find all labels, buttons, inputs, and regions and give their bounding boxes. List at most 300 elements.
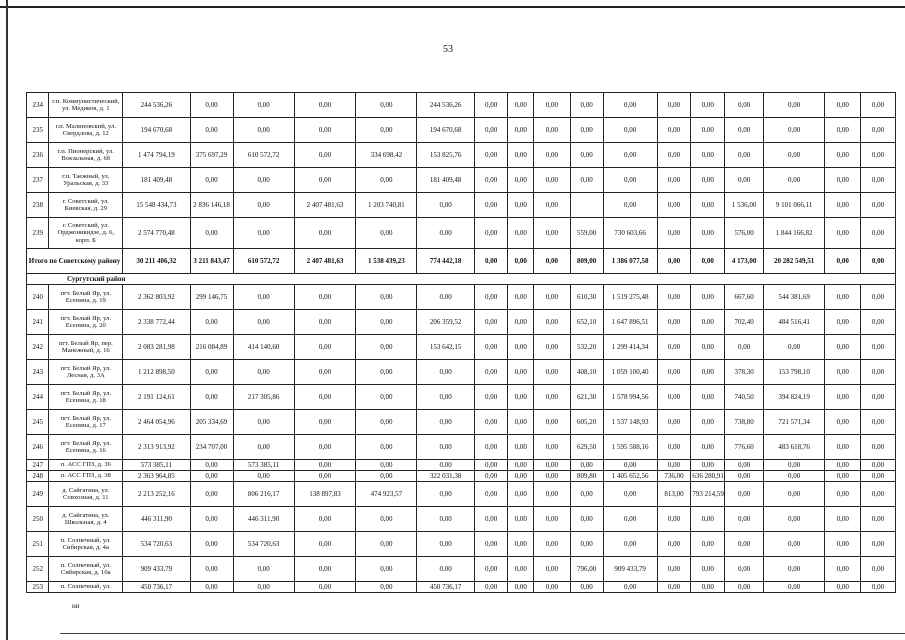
- cell: 0,00: [764, 93, 825, 118]
- cell: 0,00: [190, 482, 233, 507]
- cell: 483 618,76: [764, 435, 825, 460]
- cell: 740,50: [725, 385, 764, 410]
- cell: 2 464 054,96: [123, 410, 190, 435]
- address-cell: г.п. Таежный, ул. Уральская, д. 33: [49, 168, 123, 193]
- cell: 0,00: [356, 93, 417, 118]
- cell: 0,00: [474, 385, 508, 410]
- cell: 0,00: [356, 557, 417, 582]
- cell: 244 536,26: [417, 93, 474, 118]
- table-row: [27, 582, 896, 593]
- cell: 0,00: [294, 285, 355, 310]
- cell: 0,00: [508, 460, 534, 471]
- cell: 0,00: [691, 385, 725, 410]
- cell: 375 697,29: [190, 143, 233, 168]
- row-number: 249: [27, 482, 49, 507]
- cell: 217 305,86: [233, 385, 294, 410]
- cell: 0,00: [725, 557, 764, 582]
- cell: 153 642,15: [417, 335, 474, 360]
- cell: 2 836 146,18: [190, 193, 233, 218]
- cell: 0,00: [861, 385, 896, 410]
- row-number: 246: [27, 435, 49, 460]
- cell: 474 923,57: [356, 482, 417, 507]
- address-cell: пгт. Белый Яр, ул. Есенина, д. 17: [49, 410, 123, 435]
- cell: 0,00: [603, 507, 657, 532]
- cell: 0,00: [294, 93, 355, 118]
- cell: 544 381,69: [764, 285, 825, 310]
- row-number: 242: [27, 335, 49, 360]
- cell: 0,00: [190, 93, 233, 118]
- cell: 0,00: [570, 582, 603, 593]
- table-row: [27, 118, 896, 143]
- cell: 0,00: [508, 435, 534, 460]
- cell: 629,50: [570, 435, 603, 460]
- cell: 0,00: [508, 143, 534, 168]
- table-row: [27, 360, 896, 385]
- cell: 0,00: [657, 557, 691, 582]
- cell: 0,00: [417, 285, 474, 310]
- cell: 15 548 434,73: [123, 193, 190, 218]
- cell: 636 280,91: [692, 472, 724, 480]
- cell: 0,00: [417, 410, 474, 435]
- cell: 1 386 077,58: [603, 249, 657, 274]
- cell: 532,20: [570, 335, 603, 360]
- address-cell: пгт. Белый Яр, ул. Есенина, д. 20: [49, 310, 123, 335]
- cell: 610 572,72: [233, 249, 294, 274]
- cell: 0,00: [474, 143, 508, 168]
- cell: 0,00: [474, 285, 508, 310]
- cell: 0,00: [657, 118, 691, 143]
- cell: 0,00: [508, 582, 534, 593]
- cell: 0,00: [190, 385, 233, 410]
- cell: 0,00: [603, 168, 657, 193]
- cell: 0,00: [825, 93, 861, 118]
- cell: 0,00: [570, 93, 603, 118]
- cell: 0,00: [356, 385, 417, 410]
- cell: 806 216,17: [233, 482, 294, 507]
- cell: 0,00: [508, 218, 534, 249]
- cell: 0,00: [691, 410, 725, 435]
- cell: 484 516,41: [764, 310, 825, 335]
- cell: 0,00: [657, 249, 691, 274]
- cell: 0,00: [356, 285, 417, 310]
- row-number: 248: [27, 471, 49, 482]
- cell: 206 359,52: [417, 310, 474, 335]
- cell: 0,00: [657, 218, 691, 249]
- cell: 0,00: [474, 532, 508, 557]
- cell: 0,00: [764, 168, 825, 193]
- district-name: Сургутский район: [27, 274, 896, 285]
- cell: 0,00: [725, 118, 764, 143]
- cell: 2 574 770,48: [123, 218, 190, 249]
- cell: 0,00: [725, 93, 764, 118]
- cell: 0,00: [657, 385, 691, 410]
- cell: 809,00: [570, 249, 603, 274]
- cell: 0,00: [294, 410, 355, 435]
- address-cell: пгт. Белый Яр, ул. Есенина, д. 19: [49, 285, 123, 310]
- row-number: 240: [27, 285, 49, 310]
- cell: 776,60: [725, 435, 764, 460]
- address-cell: пгт. Белый Яр, ул. Есенина, д. 18: [49, 385, 123, 410]
- cell: 667,60: [725, 285, 764, 310]
- cell: 0,00: [861, 168, 896, 193]
- cell: 0,00: [657, 435, 691, 460]
- table-row: [27, 482, 896, 507]
- cell: 0,00: [534, 435, 571, 460]
- cell: 0,00: [861, 249, 896, 274]
- cell: 1 519 275,48: [603, 285, 657, 310]
- cell: 0,00: [474, 193, 508, 218]
- total-label: Итого по Советскому району: [27, 249, 123, 274]
- table-row: [27, 460, 896, 471]
- cell: 0,00: [294, 582, 355, 593]
- cell: 0,00: [691, 218, 725, 249]
- cell: 0,00: [474, 582, 508, 593]
- cell: 0,00: [825, 218, 861, 249]
- cell: 0,00: [570, 168, 603, 193]
- cell: 1 536,00: [725, 193, 764, 218]
- table-row: [27, 507, 896, 532]
- cell: 0,00: [861, 532, 896, 557]
- cell: 0,00: [508, 93, 534, 118]
- table-row: [27, 218, 896, 249]
- cell: 1 595 588,16: [603, 435, 657, 460]
- cell: 0,00: [825, 168, 861, 193]
- cell: 153 798,10: [764, 360, 825, 385]
- cell: 0,00: [294, 507, 355, 532]
- cell: 534 720,63: [233, 532, 294, 557]
- address-cell: п. Солнечный, ул.: [49, 582, 123, 593]
- cell: 0,00: [508, 285, 534, 310]
- cell: 573 385,11: [233, 460, 294, 471]
- cell: 730 603,66: [603, 218, 657, 249]
- address-cell: пгт. Белый Яр, ул. Есенина, д. 16: [49, 435, 123, 460]
- cell: 576,00: [725, 218, 764, 249]
- cell: 0,00: [570, 532, 603, 557]
- cell: 0,00: [356, 507, 417, 532]
- cell: 0,00: [417, 482, 474, 507]
- cell: 408,10: [570, 360, 603, 385]
- address-cell: п. АСС ГПЗ, д. 38: [49, 471, 123, 482]
- cell: 0,00: [657, 93, 691, 118]
- row-number: 235: [27, 118, 49, 143]
- cell: 334 698,42: [356, 143, 417, 168]
- cell: 0,00: [534, 285, 571, 310]
- cell: 216 084,89: [190, 335, 233, 360]
- cell: 322 031,38: [417, 471, 474, 482]
- row-number: 243: [27, 360, 49, 385]
- cell: 0,00: [861, 335, 896, 360]
- address-cell: пгт. Белый Яр, ул. Лесная, д. 3А: [49, 360, 123, 385]
- cell: 0,00: [861, 93, 896, 118]
- cell: 0,00: [356, 582, 417, 593]
- cell: 0,00: [657, 310, 691, 335]
- cell: 0,00: [534, 532, 571, 557]
- cell: 0,00: [570, 482, 603, 507]
- cell: 0,00: [657, 507, 691, 532]
- cell: 0,00: [725, 532, 764, 557]
- address-cell: пгт. Белый Яр, пер. Манежный, д. 16: [49, 335, 123, 360]
- cell: 153 825,76: [417, 143, 474, 168]
- cell: 9 101 066,11: [764, 193, 825, 218]
- cell: 446 311,90: [123, 507, 190, 532]
- row-number: 238: [27, 193, 49, 218]
- cell: 0,00: [764, 507, 825, 532]
- cell: 2 191 124,61: [123, 385, 190, 410]
- district-header-row: [27, 274, 896, 285]
- cell: 0,00: [190, 168, 233, 193]
- cell: 0,00: [657, 193, 691, 218]
- cell: 0,00: [825, 435, 861, 460]
- row-number: 251: [27, 532, 49, 557]
- cell: 0,00: [294, 460, 355, 471]
- cell: 0,00: [474, 482, 508, 507]
- address-cell: п. Солнечный, ул. Сибирская, д. 10а: [49, 557, 123, 582]
- cell: 0,00: [294, 360, 355, 385]
- row-number: 253: [27, 582, 49, 593]
- cell: 2 362 803,92: [123, 285, 190, 310]
- cell: 0,00: [474, 460, 508, 471]
- cell: 0,00: [190, 310, 233, 335]
- cell: 1 405 652,56: [603, 471, 657, 482]
- cell: 0,00: [825, 310, 861, 335]
- cell: 0,00: [534, 93, 571, 118]
- cell: 0,00: [691, 532, 725, 557]
- cell: 0,00: [570, 507, 603, 532]
- cell: 0,00: [691, 460, 725, 471]
- cell: 0,00: [861, 143, 896, 168]
- cell: 0,00: [691, 143, 725, 168]
- cell: 0,00: [474, 471, 508, 482]
- cell: 0,00: [534, 310, 571, 335]
- cell: 0,00: [861, 460, 896, 471]
- cell: 378,30: [725, 360, 764, 385]
- cell: 0,00: [508, 310, 534, 335]
- cell: 0,00: [356, 360, 417, 385]
- cell: 0,00: [474, 435, 508, 460]
- cell: 0,00: [294, 471, 355, 482]
- cell: 450 736,17: [123, 582, 190, 593]
- cell: 20 282 549,51: [764, 249, 825, 274]
- cell: 0,00: [691, 118, 725, 143]
- cell: 0,00: [417, 193, 474, 218]
- cell: 2 083 281,98: [123, 335, 190, 360]
- cell: 0,00: [356, 471, 417, 482]
- cell: 0,00: [417, 557, 474, 582]
- cell: 0,00: [691, 507, 725, 532]
- cell: 0,00: [356, 218, 417, 249]
- cell: 909 433,79: [603, 557, 657, 582]
- cell: 0,00: [764, 335, 825, 360]
- cell: 0,00: [861, 435, 896, 460]
- cell: 0,00: [603, 482, 657, 507]
- cell: 0,00: [417, 435, 474, 460]
- cell: 1 203 740,81: [356, 193, 417, 218]
- cell: 0,00: [861, 360, 896, 385]
- cell: 0,00: [508, 335, 534, 360]
- cell: 0,00: [725, 460, 764, 471]
- cell: 573 385,11: [123, 460, 190, 471]
- cell: 0,00: [190, 582, 233, 593]
- cell: 0,00: [691, 360, 725, 385]
- cell: 0,00: [417, 460, 474, 471]
- cell: 0,00: [294, 218, 355, 249]
- cell: 0,00: [190, 557, 233, 582]
- cell: 414 140,60: [233, 335, 294, 360]
- address-cell: г. Советский, ул. Киевская, д. 29: [49, 193, 123, 218]
- cell: 0,00: [190, 507, 233, 532]
- cell: 0,00: [764, 143, 825, 168]
- cell: 0,00: [764, 582, 825, 593]
- cell: 0,00: [190, 471, 233, 482]
- cell: 0,00: [725, 143, 764, 168]
- cell: 0,00: [657, 285, 691, 310]
- cell: 0,00: [233, 471, 294, 482]
- cell: 0,00: [474, 410, 508, 435]
- cell: 0,00: [233, 118, 294, 143]
- cell: 809,80: [570, 471, 603, 482]
- cell: 0,00: [825, 118, 861, 143]
- cell: 0,00: [825, 285, 861, 310]
- cell: 0,00: [534, 193, 571, 218]
- cell: 0,00: [294, 168, 355, 193]
- cell: 0,00: [190, 360, 233, 385]
- row-number: 239: [27, 218, 49, 249]
- cell: 0,00: [825, 360, 861, 385]
- cell: 0,00: [508, 385, 534, 410]
- cell: 0,00: [474, 360, 508, 385]
- cell: 1 844 166,82: [764, 218, 825, 249]
- cell: 0,00: [294, 385, 355, 410]
- cell: 0,00: [657, 582, 691, 593]
- rows-before: [27, 93, 896, 249]
- cell: 181 409,48: [417, 168, 474, 193]
- cell: 0,00: [825, 557, 861, 582]
- cell: 0,00: [508, 118, 534, 143]
- cell: 1 299 414,34: [603, 335, 657, 360]
- row-number: 244: [27, 385, 49, 410]
- cell: 0,00: [764, 482, 825, 507]
- row-number: 234: [27, 93, 49, 118]
- cell: 2 338 772,44: [123, 310, 190, 335]
- cell: 2 407 481,63: [294, 193, 355, 218]
- cell: 0,00: [233, 435, 294, 460]
- cell: 0,00: [861, 507, 896, 532]
- cell: 0,00: [657, 532, 691, 557]
- cell: 0,00: [294, 557, 355, 582]
- cell: 0,00: [508, 482, 534, 507]
- cell: 0,00: [603, 118, 657, 143]
- cell: 0,00: [861, 471, 896, 482]
- cell: 0,00: [534, 482, 571, 507]
- table-row: [27, 310, 896, 335]
- cell: 605,20: [570, 410, 603, 435]
- cell: 0,00: [603, 93, 657, 118]
- cell: 652,10: [570, 310, 603, 335]
- cell: 0,00: [825, 385, 861, 410]
- cell: 0,00: [825, 507, 861, 532]
- address-cell: г. Советский, ул. Орджоникидзе, д. 6, корп. Б: [49, 218, 123, 249]
- cell: 0,00: [417, 385, 474, 410]
- cell: 1 059 100,40: [603, 360, 657, 385]
- cell: 0,00: [233, 582, 294, 593]
- cell: 1 578 994,56: [603, 385, 657, 410]
- cell: 244 536,26: [123, 93, 190, 118]
- row-number: 237: [27, 168, 49, 193]
- cell: 0,00: [825, 582, 861, 593]
- cell: 736,00: [657, 471, 691, 482]
- cell: 0,00: [534, 385, 571, 410]
- row-number: 236: [27, 143, 49, 168]
- cell: 0,00: [861, 193, 896, 218]
- cell: 0,00: [534, 507, 571, 532]
- cell: 0,00: [603, 532, 657, 557]
- cell: 0,00: [603, 143, 657, 168]
- cell: 0,00: [417, 507, 474, 532]
- cell: 0,00: [861, 482, 896, 507]
- cell: 0,00: [508, 360, 534, 385]
- cell: 0,00: [294, 532, 355, 557]
- cell: 559,00: [570, 218, 603, 249]
- table-row: [27, 410, 896, 435]
- cell: 0,00: [725, 168, 764, 193]
- cell: 0,00: [603, 582, 657, 593]
- cell: 0,00: [233, 410, 294, 435]
- table-row: [27, 193, 896, 218]
- cell: 0,00: [474, 557, 508, 582]
- cell: 0,00: [356, 460, 417, 471]
- cell: 0,00: [657, 143, 691, 168]
- cell: 0,00: [233, 218, 294, 249]
- cell: 0,00: [474, 249, 508, 274]
- cell: 793 214,59: [691, 482, 725, 507]
- total-section: [27, 249, 896, 285]
- address-cell: п. АСС ГПЗ, д. 36: [49, 460, 123, 471]
- cell: 0,00: [508, 507, 534, 532]
- cell: 0,00: [603, 193, 657, 218]
- cell: 0,00: [657, 360, 691, 385]
- cell: 0,00: [570, 143, 603, 168]
- address-cell: г.п. Коммунистический, ул. Медиков, д. 1: [49, 93, 123, 118]
- table-row: [27, 285, 896, 310]
- cell: 0,00: [356, 310, 417, 335]
- cell: 0,00: [474, 218, 508, 249]
- cell: 0,00: [294, 310, 355, 335]
- cell: 813,00: [657, 482, 691, 507]
- cell: 0,00: [233, 168, 294, 193]
- cell: 0,00: [570, 460, 603, 471]
- cell: 30 211 406,32: [123, 249, 190, 274]
- cell: 0,00: [233, 557, 294, 582]
- address-cell: п. Солнечный, ул. Сибирская, д. 4а: [49, 532, 123, 557]
- cell: 0,00: [356, 168, 417, 193]
- cell: 909 433,79: [123, 557, 190, 582]
- cell: 0,00: [657, 335, 691, 360]
- cell: 138 897,83: [294, 482, 355, 507]
- cell: 0,00: [534, 335, 571, 360]
- table-row: [27, 557, 896, 582]
- cell: 0,00: [356, 532, 417, 557]
- footer-mark: ни: [72, 602, 80, 610]
- table-row: [27, 335, 896, 360]
- cell: 2 407 481,63: [294, 249, 355, 274]
- cell: 0,00: [691, 193, 725, 218]
- row-number: 252: [27, 557, 49, 582]
- cell: 0,00: [825, 249, 861, 274]
- row-number: 245: [27, 410, 49, 435]
- cell: 0,00: [691, 249, 725, 274]
- cell: 0,00: [508, 557, 534, 582]
- cell: 234 707,00: [190, 435, 233, 460]
